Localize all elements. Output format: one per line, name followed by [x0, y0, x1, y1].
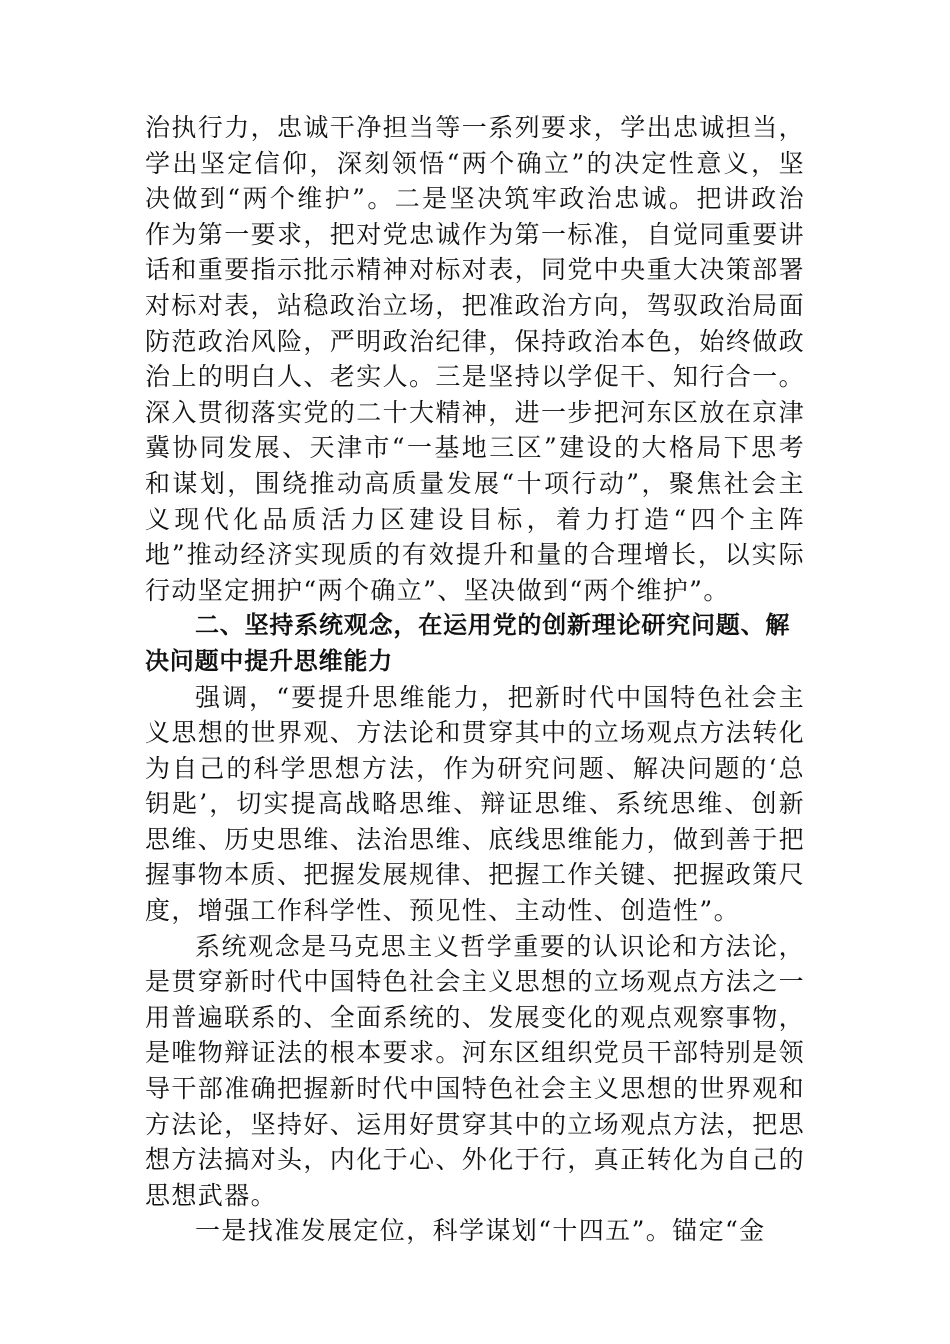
document-page	[145, 110, 805, 1249]
body-paragraph: 一是找准发展定位，科学谋划“十四五”。锚定“金	[195, 1216, 766, 1246]
body-paragraph: 系统观念是马克思主义哲学重要的认识论和方法论，是贯穿新时代中国特色社会主义思想的立场观点方法之一用普遍联系的、全面系统的、发展变化的观点观察事物，是唯物辩证法的根本要求。河东区组织党员干部特别是领导干部准确把握新时代中国特色社会主义思想的世界观和方法论，坚持好、运用好贯穿其中的立场观点方法，把思想方法搞对头，内化于心、外化于行，真正转化为自己的思想武器。	[145, 931, 806, 1210]
body-paragraph: 治执行力，忠诚干净担当等一系列要求，学出忠诚担当，学出坚定信仰，深刻领悟“两个确立”的决定性意义，坚决做到“两个维护”。二是坚决筑牢政治忠诚。把讲政治作为第一要求，把对党忠诚作为第一标准，自觉同重要讲话和重要指示批示精神对标对表，同党中央重大决策部署对标对表，站稳政治立场，把准政治方向，驾驭政治局面防范政治风险，严明政治纪律，保持政治本色，始终做政治上的明白人、老实人。三是坚持以学促干、知行合一。深入贯彻落实党的二十大精神，进一步把河东区放在京津冀协同发展、天津市“一基地三区”建设的大格局下思考和谋划，围绕推动高质量发展“十项行动”，聚焦社会主义现代化品质活力区建设目标，着力打造“四个主阵地”推动经济实现质的有效提升和量的合理增长，以实际行动坚定拥护“两个确立”、坚决做到“两个维护”。	[145, 113, 806, 605]
section-heading: 二、坚持系统观念，在运用党的创新理论研究问题、解决问题中提升思维能力	[145, 611, 791, 675]
body-paragraph: 强调，“要提升思维能力，把新时代中国特色社会主义思想的世界观、方法论和贯穿其中的立场观点方法转化为自己的科学思想方法，作为研究问题、解决问题的‘总钥匙’，切实提高战略思维、辩证思维、系统思维、创新思维、历史思维、法治思维、底线思维能力，做到善于把握事物本质、把握发展规律、把握工作关键、把握政策尺度，增强工作科学性、预见性、主动性、创造性”。	[145, 682, 806, 926]
